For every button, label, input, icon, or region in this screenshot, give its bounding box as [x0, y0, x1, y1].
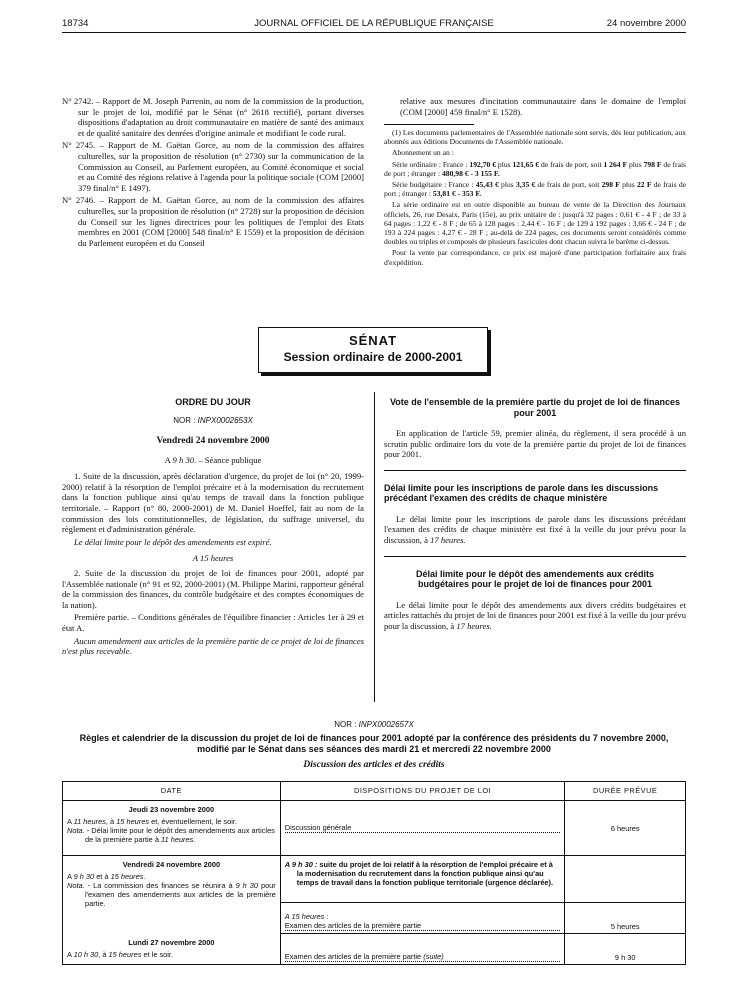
table-row [63, 801, 686, 856]
ordre-title: ORDRE DU JOUR [175, 397, 251, 407]
notice-item: N° 2742. – Rapport de M. Joseph Parrenin, au nom de la commission de la production, sur le projet de loi, modifié par le Sénat (n° 2618 rectifié), portant diverses dispositions d'adaptation au droit communautaire en matière de santé des animaux et de qualité sanitaire des denrées d'origine animale et modifiant le code rural. [62, 96, 364, 138]
issue-date: 24 novembre 2000 [606, 18, 686, 29]
footnote-p3: Série ordinaire : France : 192,70 € plus 121,65 € de frais de port, soit 1 264 F plus 798 F de frais de port ; étranger : 480,98 € - 3 155 F. [384, 159, 687, 178]
date-cell [63, 856, 281, 934]
footnote-p2: Abonnement un an : [392, 148, 454, 158]
day-note: Nota. - La commission des finances se réunira à 9 h 30 pour l'examen des amendements aux articles de la première partie. [67, 881, 276, 908]
disp-text: Discussion générale [285, 823, 561, 833]
ordre-item1: 1. Suite de la discussion, après déclaration d'urgence, du projet de loi (n° 20, 1999-2000) relatif à la résorption de l'emploi précaire et à la modernisation du recrutement dans la fonction publique ainsi qu'au temps de travail dans la fonction publique territoriale. – Rapport (n° 80, 2000-2001) de M. Daniel Hoeffel, fait au nom de la commission des lois constitutionnelles, de législation, du suffrage universel, du règlement et d'administration générale. [62, 471, 364, 535]
delai2-text: Le délai limite pour le dépôt des amendements aux divers crédits budgétaires et articles rattachés du projet de loi de finances pour 2001 est fixé à la veille du jour prévu pour la discussion, à 17 heures. [384, 599, 686, 631]
col-header-duree: DURÉE PRÉVUE [565, 782, 686, 801]
duree-cell: 9 h 30 [565, 934, 686, 965]
day-time: A 11 heures, à 15 heures et, éventuellement, le soir. [67, 817, 237, 826]
footnote [384, 128, 686, 269]
footnote-p1: (1) Les documents parlementaires de l'Assemblée nationale sont servis, dès leur publication, aux abonnés aux éditions Documents de l'Assemblée nationale. [384, 128, 686, 147]
dispositions-cell [280, 801, 565, 856]
delai1-text: Le délai limite pour les inscriptions de parole dans les discussions précédant l'examen des crédits de chaque ministère est fixé à la veille du jour prévu pour la discussion, à 17 heures. [384, 513, 686, 545]
footnote-rule [384, 124, 474, 125]
calendar-table [62, 781, 686, 965]
duree-cell: 6 heures [565, 801, 686, 856]
footnote-p6: Pour la vente par correspondance, ce prix est majoré d'une participation forfaitaire aux frais d'expédition. [384, 248, 686, 267]
notice-continuation [384, 96, 686, 119]
notice-item: N° 2746. – Rapport de M. Gaëtan Gorce, au nom de la commission des affaires culturelles, sur la proposition de résolution (n° 2728) sur la proposition de décision du Conseil sur les lignes directrices pour les politiques de l'emploi des Etats membres en 2001 (COM [2000] 548 final/n° E 1559) et la proposition de décision du Parlement européen et du Conseil [62, 195, 364, 248]
day-title: Vendredi 24 novembre 2000 [122, 860, 221, 869]
ordre-item2: 2. Suite de la discussion du projet de loi de finances pour 2001, adopté par l'Assemblée nationale (n° 91 et 92, 2000-2001) (M. Philippe Marini, rapporteur général de la commission des finances, du contrôle budgétaire et des comptes économiques de la nation). [62, 568, 364, 610]
section-rule [384, 470, 686, 471]
col-header-dispositions: DISPOSITIONS DU PROJET DE LOI [280, 782, 565, 801]
duree-cell: 5 heures [565, 903, 686, 934]
notice-cont-text: relative aux mesures d'incitation communautaire dans le domaine de l'emploi (COM [2000] 459 final/n° E 1528). [400, 96, 686, 117]
ordre-time2: A 15 heures [192, 553, 234, 564]
bottom-nor: NOR : INPX0002657X [334, 720, 414, 729]
notice-item: N° 2745. – Rapport de M. Gaëtan Gorce, au nom de la commission des affaires culturelles, sur la proposition de résolution (n° 2730) sur la communication de la Commission au Conseil, au Parlement européen, au Comité économique et social et au Comité des régions relative à l'agenda pour la politique sociale (COM [2000] 379 final/n° E 1497). [62, 140, 364, 193]
column-divider [374, 392, 375, 702]
disp-text: Examen des articles de la première partie (suite) [285, 952, 561, 962]
delai1-title: Délai limite pour les inscriptions de parole dans les discussions précédant l'examen des crédits de chaque ministère [384, 482, 659, 504]
day-time: A 10 h 30, à 15 heures et le soir. [67, 949, 174, 959]
dispositions-cell [280, 934, 565, 965]
disp-text: Examen des articles de la première partie [285, 921, 561, 931]
col-header-date: DATE [63, 782, 281, 801]
date-cell [63, 934, 281, 965]
ordre-day: Vendredi 24 novembre 2000 [156, 436, 270, 447]
table-header-row [63, 782, 686, 801]
ordre-time1: A 9 h 30. – Séance publique [164, 454, 262, 465]
header-rule [62, 32, 686, 33]
ordre-nor: NOR : INPX0002653X [173, 415, 253, 425]
ordre-item1-note: Le délai limite pour le dépôt des amendements est expiré. [74, 536, 272, 547]
day-title: Jeudi 23 novembre 2000 [128, 805, 215, 814]
table-row [63, 856, 686, 903]
duree-cell [565, 856, 686, 903]
dispositions-cell [280, 903, 565, 934]
footnote-p4: Série budgétaire : France : 45,43 € plus 3,35 € de frais de port, soit 298 F plus 22 F de frais de port ; étranger : 53,81 € - 353 F. [384, 180, 686, 199]
ordre-item2-note: Aucun amendement aux articles de la première partie de ce projet de loi de finances n'est plus recevable. [62, 635, 364, 657]
page-number: 18734 [62, 18, 89, 29]
table-row [63, 934, 686, 965]
journal-title: JOURNAL OFFICIEL DE LA RÉPUBLIQUE FRANÇAISE [254, 18, 494, 29]
ordre-item2-part: Première partie. – Conditions générales de l'équilibre financier : Articles 1er à 29 et état A. [62, 612, 364, 633]
dispositions-cell [280, 856, 565, 903]
disp-text: A 9 h 30 : suite du projet de loi relatif à la résorption de l'emploi précaire et à la modernisation du recrutement dans la fonction publique ainsi qu'au temps de travail dans la fonction publique territoriale (urgence déclarée). [284, 860, 554, 887]
calendar-title: Règles et calendrier de la discussion du projet de loi de finances pour 2001 adopté par la conférence des présidents du 7 novembre 2000, modifié par le Sénat dans ses séances des mardi 21 et mercredi 22 novembre 2000 [79, 733, 669, 754]
senat-session: Session ordinaire de 2000-2001 [283, 350, 463, 364]
date-cell [63, 801, 281, 856]
section-rule [384, 556, 686, 557]
footnote-p5: La série ordinaire est en outre disponible au bureau de vente de la Direction des Journaux officiels, 26, rue Desaix, Paris (15e), au prix unitaire de : jusqu'à 32 pages : 0,61 € - 4 F ; de 33 à 64 pages : 1,22 € - 8 F ; de 65 à 128 pages : 2,44 € - 16 F ; de 129 à 192 pages : 3,66 € - 24 F ; de 193 à 224 pages : 4,27 € - 28 F ; au-delà de 224 pages, ces documents seront considérés comme doubles ou triples et composés de plusieurs fascicules dont chacun suivra le barème ci-dessus. [384, 200, 686, 247]
vote-text: En application de l'article 59, premier alinéa, du règlement, il sera procédé à un scrutin public ordinaire lors du vote de la première partie du projet de loi de finances pour 2001. [384, 428, 686, 460]
ordre-du-jour [62, 397, 364, 659]
right-column [384, 397, 686, 633]
senat-heading-box [258, 327, 488, 373]
disp-time: A 15 heures : [284, 912, 329, 921]
vote-title: Vote de l'ensemble de la première partie du projet de loi de finances pour 2001 [389, 397, 681, 418]
senat-title: SÉNAT [348, 333, 398, 348]
day-note: Nota. - Délai limite pour le dépôt des amendements aux articles de la première partie à 11 heures. [67, 826, 275, 844]
calendar-subtitle: Discussion des articles et des crédits [303, 760, 445, 770]
delai2-title: Délai limite pour le dépôt des amendements aux crédits budgétaires pour le projet de loi de finances pour 2001 [415, 568, 655, 590]
day-title: Lundi 27 novembre 2000 [128, 937, 215, 947]
day-time: A 9 h 30 et à 15 heures. [67, 872, 146, 881]
notices-list [62, 96, 364, 250]
